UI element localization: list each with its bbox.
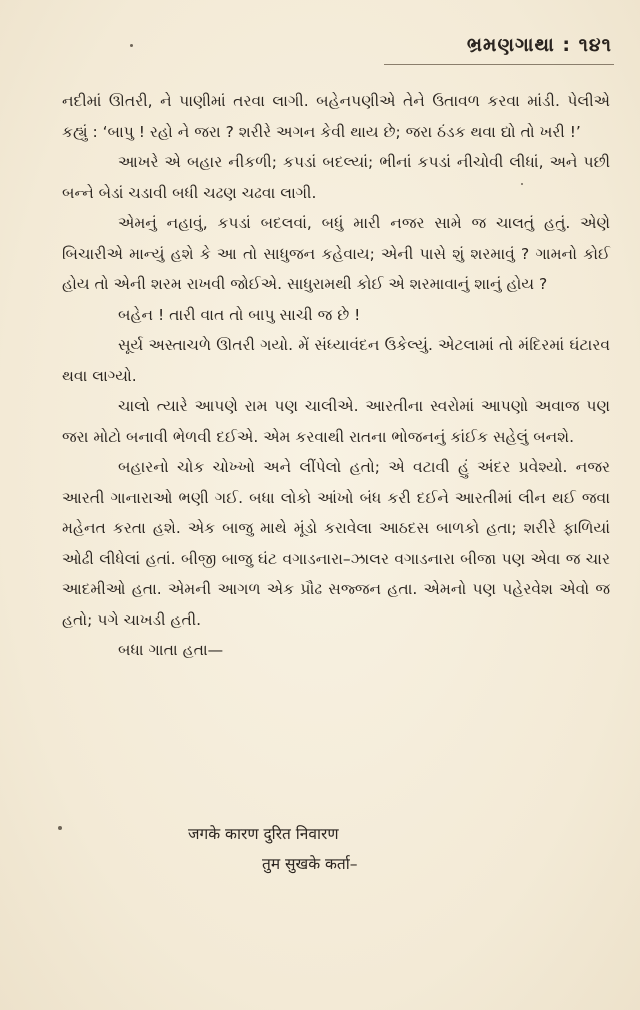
paragraph: આખરે એ બહાર નીકળી; કપડાં બદલ્યાં; ભીનાં કપડાં નીચોવી લીધાં, અને પછી બન્ને બેડાં ચડાવી બધી ચઢણ ચઢવા લાગી. [62,153,610,202]
verse-line: तुम सुखके कर्ता– [262,855,358,873]
header-rule [384,64,614,65]
paragraph: ચાલો ત્યારે આપણે રામ પણ ચાલીએ. આરતીના સ્વરોમાં આપણો અવાજ પણ જરા મોટો બનાવી ભેળવી દઈએ. એમ કરવાથી રાતના ભોજનનું કાંઈક સહેલું બનશે. [62,397,610,446]
print-speck [130,44,133,47]
print-speck [58,826,62,830]
paragraph: એમનું નહાવું, કપડાં બદલવાં, બધું મારી નજર સામે જ ચાલતું હતું. એણે બિચારીએ માન્યું હશે કે આ તો સાધુજન કહેવાય; એની પાસે શું શરમાવું ? ગામનો કોઈ હોય તો એની શરમ રાખવી જોઈએ. સાધુરામથી કોઈ એ શરમાવાનું શાનું હોય ? [62,214,610,293]
paragraph: સૂર્ય અસ્તાચળે ઊતરી ગયો. મેં સંધ્યાવંદન ઉકેલ્યું. એટલામાં તો મંદિરમાં ઘંટારવ થવા લાગ્યો. [62,336,610,385]
paragraph: બહારનો ચોક ચોખ્ખો અને લીંપેલો હતો; એ વટાવી હું અંદર પ્રવેશ્યો. નજર આરતી ગાનારાઓ ભણી ગઈ. બધા લોકો આંખો બંધ કરી દઈને આરતીમાં લીન થઈ જવા મહેનત કરતા હશે. એક બાજુ માથે મૂંડો કરાવેલા આઠદસ બાળકો હતા; શરીરે ફાળિયાં ઓઢી લીધેલાં હતાં. બીજી બાજુ ઘંટ વગાડનારા–ઝાલર વગાડનારા બીજા પણ એવા જ ચાર આદમીઓ હતા. એમની આગળ એક પ્રૌઢ સજ્જન હતા. એમનો પણ પહેરવેશ એવો જ હતો; પગે ચાખડી હતી. [62,458,610,629]
paragraph: બહેન ! તારી વાત તો બાપુ સાચી જ છે ! [118,305,361,324]
paragraph: બધા ગાતા હતા— [118,641,224,659]
running-header: ભ્રમણગાથા : ૧૪૧ [466,34,612,56]
body-text [62,86,610,666]
verse-line: जगके कारण दुरित निवारण [188,825,339,843]
paragraph: નદીમાં ઊતરી, ને પાણીમાં તરવા લાગી. બહેનપણીએ તેને ઉતાવળ કરવા માંડી. પેલીએ કહ્યું : ‘બાપુ ! રહો ને જરા ? શરીરે અગન કેવી થાય છે; જરા ઠંડક થવા દ્યો તો ખરી !’ [62,92,610,141]
